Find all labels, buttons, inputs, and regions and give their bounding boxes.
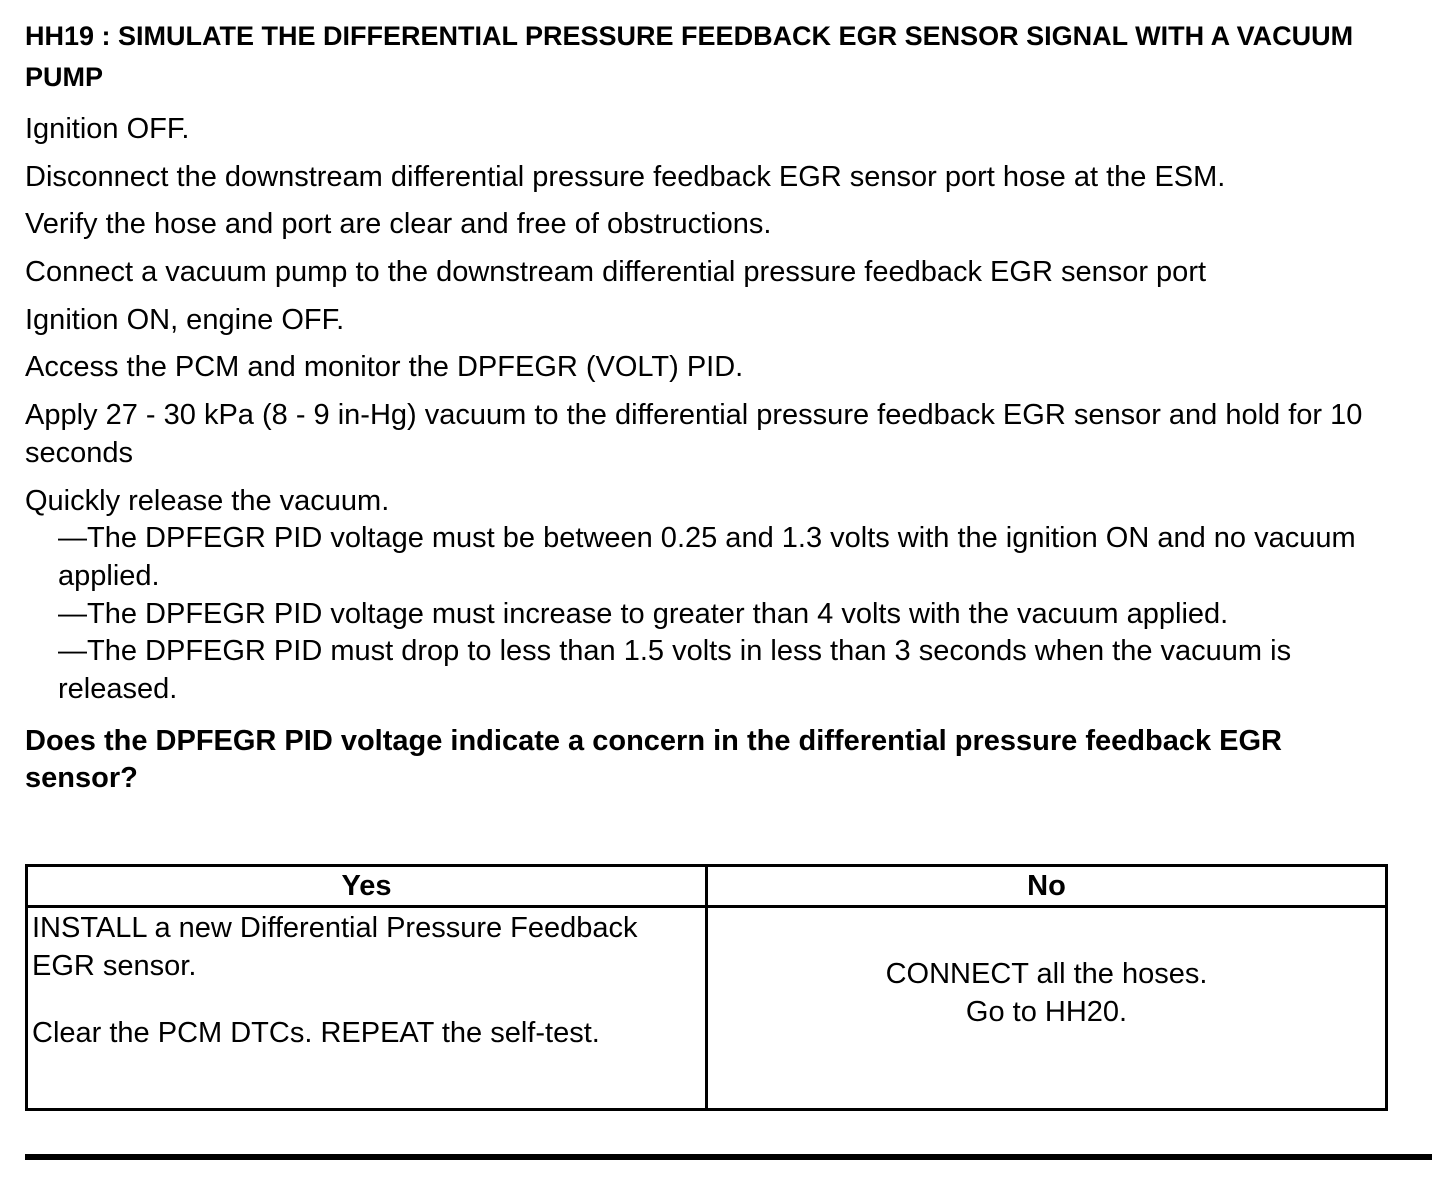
step-paragraph: Ignition OFF. (25, 113, 190, 145)
no-action-text: Go to HH20. (965, 995, 1128, 1028)
bullet-item: —The DPFEGR PID voltage must increase to greater than 4 volts with the vacuum applied. (58, 597, 1229, 630)
step-paragraph: Ignition ON, engine OFF. (25, 303, 345, 336)
table-header-row (27, 866, 1387, 907)
step-paragraph: Access the PCM and monitor the DPFEGR (VOLT) PID. (25, 351, 744, 384)
decision-question: Does the DPFEGR PID voltage indicate a concern in the differential pressure feedback EGR sensor? (25, 724, 1282, 795)
bullet-item: —The DPFEGR PID voltage must be between 0.25 and 1.3 volts with the ignition ON and no vacuum applied. (58, 522, 1356, 592)
yes-action-cell (27, 907, 707, 1110)
table-body-row (27, 907, 1387, 1110)
bullet-list (58, 520, 1418, 708)
step-paragraph: Quickly release the vacuum. (25, 484, 390, 517)
table-header-yes: Yes (27, 866, 707, 907)
page-title: HH19 : SIMULATE THE DIFFERENTIAL PRESSURE FEEDBACK EGR SENSOR SIGNAL WITH A VACUUM PUMP (25, 21, 1354, 92)
step-paragraph: Connect a vacuum pump to the downstream differential pressure feedback EGR sensor port (25, 256, 1207, 289)
step-paragraph: Verify the hose and port are clear and free of obstructions. (25, 208, 772, 241)
no-action-text: CONNECT all the hoses. (885, 957, 1208, 990)
yes-action-text: INSTALL a new Differential Pressure Feedback EGR sensor. (32, 912, 638, 982)
cell-spacer (32, 985, 697, 1015)
step-paragraph: Apply 27 - 30 kPa (8 - 9 in-Hg) vacuum to the differential pressure feedback EGR sensor and hold for 10 seconds (25, 399, 1363, 469)
step-paragraph: Disconnect the downstream differential pressure feedback EGR sensor port hose at the ESM. (25, 160, 1226, 193)
no-action-cell (707, 907, 1387, 1110)
table-header-no: No (707, 866, 1387, 907)
bullet-item: —The DPFEGR PID must drop to less than 1.5 volts in less than 3 seconds when the vacuum is released. (58, 635, 1292, 705)
yes-action-text: Clear the PCM DTCs. REPEAT the self-test. (32, 1017, 600, 1050)
decision-table (25, 864, 1388, 1111)
bottom-divider (25, 1154, 1432, 1160)
